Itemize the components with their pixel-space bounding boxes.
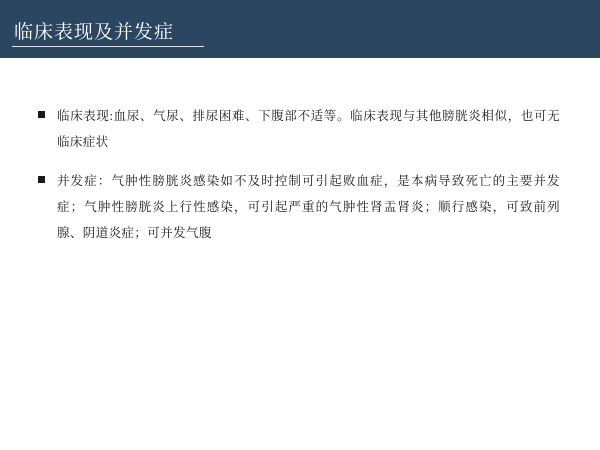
page-title: 临床表现及并发症 <box>14 22 175 43</box>
slide-body <box>0 58 600 450</box>
square-bullet-icon <box>38 176 45 183</box>
list-item <box>30 169 560 246</box>
square-bullet-icon <box>38 111 45 118</box>
slide-title-bar <box>0 0 600 58</box>
list-item-text: 并发症：气肿性膀胱炎感染如不及时控制可引起败血症，是本病导致死亡的主要并发症；气肿性膀胱炎上行性感染，可引起严重的气肿性肾盂肾炎；顺行感染，可致前列腺、阴道炎症；可并发气腹 <box>57 174 560 240</box>
title-underline <box>12 46 204 47</box>
list-item <box>30 104 560 155</box>
list-item-text: 临床表现:血尿、气尿、排尿困难、下腹部不适等。临床表现与其他膀胱炎相似，也可无临床症状 <box>57 109 560 149</box>
